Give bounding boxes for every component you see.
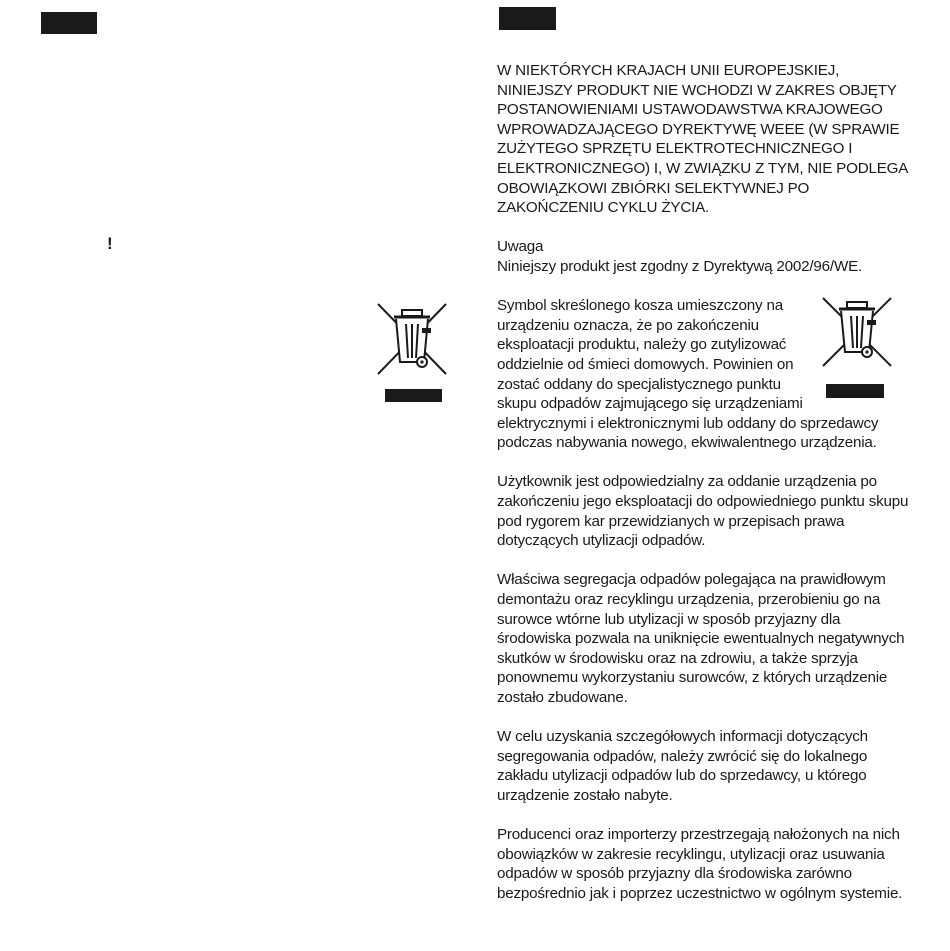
symbol-paragraph-text: Symbol skreślonego kosza umieszczony na urządzeniu oznacza, że po zakończeniu eksploatacji produktu, należy go zutylizować oddzielnie od śmieci domowych. Powinien on zostać oddany do specjalistycznego punktu skupu odpadów zajmującego się urządzeniami elektrycznymi i elektronicznymi lub oddany do sprzedawcy podczas nabywania nowego, ekwiwalentnego urządzenia.	[497, 297, 879, 452]
right-text-column	[497, 61, 917, 923]
left-weee-bar	[385, 389, 442, 402]
right-weee-bar	[826, 384, 884, 398]
segregation-paragraph: Właściwa segregacja odpadów polegająca na prawidłowym demontażu oraz recyklingu urządzenia, przerobieniu go na surowce wtórne lub utylizacji w sposób przyjazny dla środowiska pozwala na uniknięcie ewentualnych negatywnych skutków w środowisku oraz na zdrowiu, a także sprzyja ponownemu wykorzystaniu surowców, z których urządzenie zostało zbudowane.	[497, 571, 905, 706]
responsibility-paragraph: Użytkownik jest odpowiedzialny za oddanie urządzenia po zakończeniu jego eksploatacji do odpowiedniego punktu skupu pod rygorem kar przewidzianych w przepisach prawa dotyczących utylizacji odpadów.	[497, 473, 909, 550]
note-title: Uwaga	[497, 238, 544, 256]
weee-intro-paragraph: W NIEKTÓRYCH KRAJACH UNII EUROPEJSKIEJ, NINIEJSZY PRODUKT NIE WCHODZI W ZAKRES OBJĘTY POSTANOWIENIAMI USTAWODAWSTWA KRAJOWEGO WPROWADZAJĄCEGO DYREKTYWĘ WEEE (W SPRAWIE ZUŻYTEGO SPRZĘTU ELEKTROTECHNICZNEGO I ELEKTRONICZNEGO) I, W ZWIĄZKU Z TYM, NIE PODLEGA OBOWIĄZKOWI ZBIÓRKI SELEKTYWNEJ PO ZAKOŃCZENIU CYKLU ŻYCIA.	[497, 62, 908, 217]
information-paragraph: W celu uzyskania szczegółowych informacji dotyczących segregowania odpadów, należy zwrócić się do lokalnego zakładu utylizacji odpadów lub do sprzedawcy, u którego urządzenie zostało nabyte.	[497, 728, 868, 804]
right-weee-bin-icon	[821, 296, 917, 402]
note-block	[497, 237, 917, 276]
right-language-tab	[499, 7, 556, 30]
left-language-tab	[41, 12, 97, 34]
producers-paragraph: Producenci oraz importerzy przestrzegają nałożonych na nich obowiązków w zakresie recyklingu, utylizacji oraz usuwania odpadów w sposób przyjazny dla środowiska zarówno bezpośrednio jak i poprzez uczestnictwo w ogólnym systemie.	[497, 826, 903, 902]
warning-symbol: !	[107, 234, 113, 253]
note-text: Niniejszy produkt jest zgodny z Dyrektywą 2002/96/WE.	[497, 257, 863, 275]
symbol-paragraph	[497, 296, 917, 453]
